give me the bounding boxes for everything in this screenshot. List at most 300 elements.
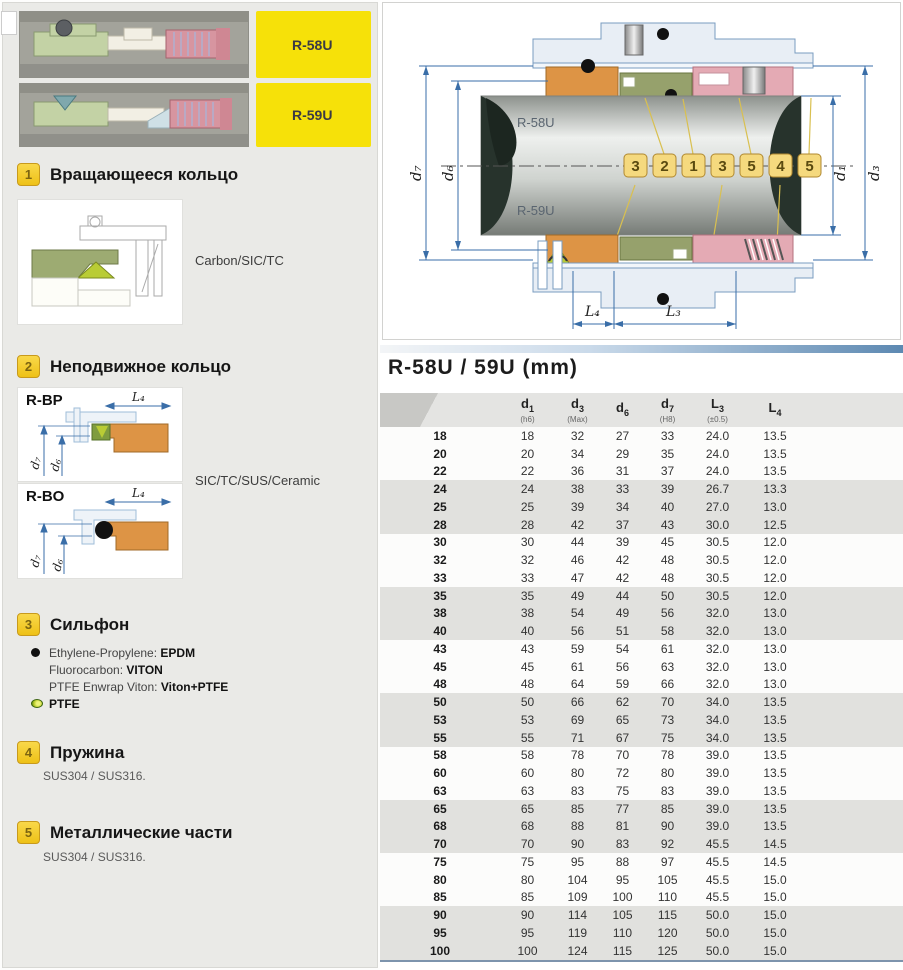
value-cell: 13.0: [763, 606, 787, 621]
size-cell: 32: [433, 553, 447, 568]
value-cell: 124: [567, 943, 588, 958]
value-cell: 14.5: [763, 837, 787, 852]
callout-4: 4: [776, 158, 785, 175]
column-header: $d_3$ (Max): [567, 395, 588, 425]
value-cell: 15.0: [763, 943, 787, 958]
value-cell: 39.0: [705, 783, 730, 798]
section4-title: Пружина: [50, 742, 125, 762]
table-row: [380, 605, 903, 623]
value-cell: 24.0: [705, 464, 730, 479]
value-cell: 34.0: [705, 695, 730, 710]
value-cell: 45.5: [705, 890, 730, 905]
rotating-ring-svg: [18, 200, 182, 324]
size-cell: 70: [433, 837, 447, 852]
value-cell: 75: [615, 783, 630, 798]
column-header: $d_1$ (h6): [520, 395, 535, 425]
table-row: [380, 516, 903, 534]
section5-header: [17, 821, 232, 844]
value-cell: 13.5: [763, 428, 787, 443]
metal-parts-material: SUS304 / SUS316.: [43, 850, 146, 864]
callout-2: 2: [660, 158, 669, 175]
value-cell: 85: [520, 890, 535, 905]
value-cell: 13.5: [763, 801, 787, 816]
section1-header: [17, 163, 238, 186]
value-cell: 88: [570, 819, 585, 834]
value-cell: 36: [570, 464, 585, 479]
size-cell: 85: [433, 890, 447, 905]
variant-label-rbp: R-BP: [26, 392, 63, 409]
size-cell: 55: [433, 730, 447, 745]
value-cell: 39.0: [705, 801, 730, 816]
table-row: [380, 889, 903, 907]
value-cell: 13.5: [763, 695, 787, 710]
table-row: [380, 800, 903, 818]
value-cell: 71: [570, 730, 585, 745]
value-cell: 92: [660, 837, 675, 852]
size-cell: 25: [433, 499, 447, 514]
value-cell: 95: [615, 872, 630, 887]
value-cell: 12.0: [763, 588, 787, 603]
rbp-d7-label: d₇: [27, 455, 45, 471]
value-cell: 13.3: [763, 482, 787, 497]
dim-d7-label: d₇: [407, 165, 425, 181]
value-cell: 115: [657, 908, 678, 923]
value-cell: 50: [660, 588, 675, 603]
size-cell: 28: [433, 517, 447, 532]
value-cell: 12.5: [763, 517, 787, 532]
value-cell: 37: [660, 464, 675, 479]
value-cell: 95: [570, 854, 585, 869]
rbp-d6-label: d₆: [47, 457, 65, 473]
value-cell: 51: [615, 624, 630, 639]
value-cell: 48: [660, 553, 675, 568]
table-row: [380, 835, 903, 853]
value-cell: 78: [570, 748, 585, 763]
section2-number-badge: 2: [17, 355, 40, 378]
table-row: [380, 782, 903, 800]
bellows-material-list: [31, 644, 361, 712]
value-cell: 30.5: [705, 535, 730, 550]
value-cell: 15.0: [763, 890, 787, 905]
value-cell: 62: [615, 695, 630, 710]
value-cell: 54: [615, 641, 630, 656]
size-cell: 68: [433, 819, 447, 834]
value-cell: 97: [660, 854, 675, 869]
value-cell: 13.0: [763, 624, 787, 639]
value-cell: 34.0: [705, 712, 730, 727]
dim-table-header: [380, 393, 903, 427]
bellows-material-line: [31, 695, 361, 712]
seal-photo-r58u: [19, 11, 249, 78]
value-cell: 119: [567, 925, 588, 940]
value-cell: 12.0: [763, 553, 787, 568]
value-cell: 26.7: [705, 482, 730, 497]
value-cell: 90: [660, 819, 675, 834]
diagram-model-top: R-58U: [517, 115, 555, 130]
value-cell: 50.0: [705, 943, 730, 958]
rotating-ring-drawing: [17, 199, 183, 325]
value-cell: 70: [520, 837, 535, 852]
callout-3a: 3: [631, 158, 640, 175]
value-cell: 43: [660, 517, 675, 532]
value-cell: 13.5: [763, 730, 787, 745]
value-cell: 50.0: [705, 925, 730, 940]
value-cell: 24.0: [705, 428, 730, 443]
section3-number-badge: 3: [17, 613, 40, 636]
value-cell: 37: [615, 517, 630, 532]
stationary-ring-material: SIC/TC/SUS/Ceramic: [195, 473, 320, 488]
value-cell: 59: [615, 677, 630, 692]
value-cell: 83: [570, 783, 585, 798]
value-cell: 13.5: [763, 464, 787, 479]
stationary-ring-rbp-drawing: [17, 387, 183, 482]
table-row: [380, 569, 903, 587]
table-row: [380, 764, 903, 782]
value-cell: 39.0: [705, 748, 730, 763]
black-dot-icon: [31, 648, 49, 657]
value-cell: 42: [615, 553, 630, 568]
size-cell: 24: [433, 482, 447, 497]
size-cell: 43: [433, 641, 447, 656]
size-cell: 30: [433, 535, 447, 550]
section1-title: Вращающееся кольцо: [50, 164, 239, 184]
value-cell: 45: [520, 659, 535, 674]
table-row: [380, 676, 903, 694]
value-cell: 56: [660, 606, 675, 621]
value-cell: 56: [615, 659, 630, 674]
value-cell: 110: [612, 925, 633, 940]
value-cell: 40: [660, 499, 675, 514]
bellows-material-text: Ethylene-Propylene: EPDM: [49, 645, 196, 660]
value-cell: 32.0: [705, 606, 730, 621]
value-cell: 100: [517, 943, 538, 958]
value-cell: 90: [570, 837, 585, 852]
value-cell: 29: [615, 446, 630, 461]
section4-number-badge: 4: [17, 741, 40, 764]
value-cell: 30.0: [705, 517, 730, 532]
value-cell: 88: [615, 854, 630, 869]
value-cell: 30: [520, 535, 535, 550]
seal-assembly-svg: [383, 3, 900, 339]
value-cell: 32.0: [705, 677, 730, 692]
variant-label-rbo: R-BO: [26, 488, 65, 505]
value-cell: 28: [520, 517, 535, 532]
size-cell: 60: [433, 766, 447, 781]
dim-l4-label: L₄: [585, 304, 600, 320]
value-cell: 125: [657, 943, 678, 958]
value-cell: 33: [615, 482, 630, 497]
section2-header: [17, 355, 231, 378]
value-cell: 49: [570, 588, 585, 603]
value-cell: 49: [615, 606, 630, 621]
table-row: [380, 747, 903, 765]
table-row: [380, 480, 903, 498]
size-cell: 80: [433, 872, 447, 887]
value-cell: 66: [570, 695, 585, 710]
dim-table-body: [380, 427, 903, 962]
value-cell: 65: [615, 712, 630, 727]
value-cell: 70: [615, 748, 630, 763]
table-row: [380, 942, 903, 960]
value-cell: 85: [660, 801, 675, 816]
value-cell: 53: [520, 712, 535, 727]
value-cell: 54: [570, 606, 585, 621]
value-cell: 67: [615, 730, 630, 745]
bellows-material-text: PTFE Enwrap Viton: Viton+PTFE: [49, 679, 229, 694]
table-row: [380, 711, 903, 729]
value-cell: 45.5: [705, 837, 730, 852]
value-cell: 33: [660, 428, 675, 443]
value-cell: 80: [660, 766, 675, 781]
value-cell: 69: [570, 712, 585, 727]
value-cell: 115: [612, 943, 633, 958]
value-cell: 18: [520, 428, 535, 443]
table-row: [380, 427, 903, 445]
table-row: [380, 551, 903, 569]
value-cell: 13.5: [763, 748, 787, 763]
value-cell: 48: [660, 570, 675, 585]
rbp-l4-label: L₄: [132, 390, 145, 404]
value-cell: 64: [570, 677, 585, 692]
value-cell: 70: [660, 695, 675, 710]
bellows-material-line: [31, 644, 361, 661]
section3-header: [17, 613, 129, 636]
value-cell: 63: [660, 659, 675, 674]
value-cell: 12.0: [763, 535, 787, 550]
value-cell: 27.0: [705, 499, 730, 514]
seal-photo-r58u-drawing: [20, 12, 248, 77]
value-cell: 58: [660, 624, 675, 639]
value-cell: 78: [660, 748, 675, 763]
size-cell: 75: [433, 854, 447, 869]
value-cell: 33: [520, 570, 535, 585]
value-cell: 39: [615, 535, 630, 550]
table-row: [380, 853, 903, 871]
table-row: [380, 693, 903, 711]
column-header: $L_4$: [768, 399, 782, 419]
value-cell: 32.0: [705, 624, 730, 639]
table-row: [380, 906, 903, 924]
value-cell: 30.5: [705, 570, 730, 585]
value-cell: 114: [567, 908, 588, 923]
size-cell: 20: [433, 446, 447, 461]
section-divider-bar: [380, 345, 903, 353]
section5-number-badge: 5: [17, 821, 40, 844]
callout-3b: 3: [718, 158, 727, 175]
size-cell: 35: [433, 588, 447, 603]
seal-assembly-diagram: [382, 2, 901, 340]
value-cell: 55: [520, 730, 535, 745]
table-row: [380, 818, 903, 836]
value-cell: 40: [520, 624, 535, 639]
size-cell: 50: [433, 695, 447, 710]
value-cell: 38: [520, 606, 535, 621]
bellows-material-text: Fluorocarbon: VITON: [49, 662, 163, 677]
rbo-l4-label: L₄: [132, 486, 145, 500]
value-cell: 15.0: [763, 925, 787, 940]
value-cell: 75: [660, 730, 675, 745]
value-cell: 13.5: [763, 446, 787, 461]
size-cell: 38: [433, 606, 447, 621]
value-cell: 30.5: [705, 588, 730, 603]
value-cell: 32: [520, 553, 535, 568]
value-cell: 39: [570, 499, 585, 514]
table-row: [380, 729, 903, 747]
rbo-d6-label: d₆: [49, 557, 67, 573]
value-cell: 45: [660, 535, 675, 550]
value-cell: 45.5: [705, 872, 730, 887]
size-cell: 48: [433, 677, 447, 692]
value-cell: 32: [570, 428, 585, 443]
value-cell: 61: [660, 641, 675, 656]
value-cell: 20: [520, 446, 535, 461]
section3-title: Сильфон: [50, 614, 130, 634]
value-cell: 42: [570, 517, 585, 532]
value-cell: 13.5: [763, 783, 787, 798]
section2-title: Неподвижное кольцо: [50, 356, 232, 376]
value-cell: 59: [570, 641, 585, 656]
value-cell: 110: [657, 890, 678, 905]
seal-photo-r59u: [19, 83, 249, 147]
value-cell: 42: [615, 570, 630, 585]
callout-5a: 5: [747, 158, 756, 175]
value-cell: 32.0: [705, 659, 730, 674]
value-cell: 39.0: [705, 819, 730, 834]
value-cell: 15.0: [763, 908, 787, 923]
value-cell: 105: [657, 872, 678, 887]
rotating-ring-material: Carbon/SIC/TC: [195, 253, 284, 268]
value-cell: 48: [520, 677, 535, 692]
value-cell: 50: [520, 695, 535, 710]
table-title: R-58U / 59U (mm): [388, 356, 578, 379]
value-cell: 39: [660, 482, 675, 497]
section4-header: [17, 741, 124, 764]
value-cell: 25: [520, 499, 535, 514]
table-row: [380, 622, 903, 640]
section1-number-badge: 1: [17, 163, 40, 186]
callout-1: 1: [689, 158, 698, 175]
bellows-material-line: [31, 678, 361, 695]
dim-d1-label: d₁: [831, 165, 849, 181]
size-cell: 40: [433, 624, 447, 639]
value-cell: 34.0: [705, 730, 730, 745]
value-cell: 95: [520, 925, 535, 940]
value-cell: 104: [567, 872, 588, 887]
value-cell: 56: [570, 624, 585, 639]
dim-l3-label: L₃: [666, 304, 681, 320]
seal-photo-r59u-drawing: [20, 84, 248, 146]
value-cell: 35: [660, 446, 675, 461]
value-cell: 85: [570, 801, 585, 816]
table-corner-cell: [380, 393, 500, 427]
value-cell: 38: [570, 482, 585, 497]
size-cell: 45: [433, 659, 447, 674]
bellows-material-text: PTFE: [49, 696, 80, 711]
right-panel: [380, 0, 903, 970]
value-cell: 44: [615, 588, 630, 603]
value-cell: 73: [660, 712, 675, 727]
dim-d3-label: d₃: [865, 165, 883, 181]
column-header: $d_7$ (H8): [659, 395, 676, 425]
value-cell: 47: [570, 570, 585, 585]
table-row: [380, 924, 903, 942]
value-cell: 66: [660, 677, 675, 692]
table-row: [380, 498, 903, 516]
value-cell: 44: [570, 535, 585, 550]
value-cell: 46: [570, 553, 585, 568]
value-cell: 22: [520, 464, 535, 479]
size-cell: 90: [433, 908, 447, 923]
spring-material: SUS304 / SUS316.: [43, 769, 146, 783]
ptfe-ring-icon: [31, 699, 49, 708]
value-cell: 61: [570, 659, 585, 674]
product-label-r59u: R-59U: [256, 83, 371, 147]
value-cell: 14.5: [763, 854, 787, 869]
table-row: [380, 658, 903, 676]
value-cell: 35: [520, 588, 535, 603]
value-cell: 13.0: [763, 677, 787, 692]
value-cell: 83: [615, 837, 630, 852]
value-cell: 60: [520, 766, 535, 781]
product-row-r59u: [19, 83, 371, 147]
value-cell: 43: [520, 641, 535, 656]
value-cell: 105: [612, 908, 633, 923]
product-label-r58u: R-58U: [256, 11, 371, 78]
value-cell: 77: [615, 801, 630, 816]
size-cell: 18: [433, 428, 447, 443]
value-cell: 68: [520, 819, 535, 834]
bellows-material-line: [31, 661, 361, 678]
value-cell: 31: [615, 464, 630, 479]
value-cell: 13.5: [763, 712, 787, 727]
value-cell: 63: [520, 783, 535, 798]
size-cell: 95: [433, 925, 447, 940]
dim-d6-label: d₆: [439, 165, 457, 181]
callout-5b: 5: [805, 158, 814, 175]
table-row: [380, 871, 903, 889]
stationary-ring-rbo-drawing: [17, 483, 183, 579]
column-header: $d_6$: [616, 399, 629, 419]
value-cell: 24: [520, 482, 535, 497]
size-cell: 33: [433, 570, 447, 585]
value-cell: 24.0: [705, 446, 730, 461]
value-cell: 15.0: [763, 872, 787, 887]
value-cell: 72: [615, 766, 630, 781]
table-row: [380, 640, 903, 658]
diagram-model-bottom: R-59U: [517, 203, 555, 218]
size-cell: 58: [433, 748, 447, 763]
table-row: [380, 587, 903, 605]
size-cell: 53: [433, 712, 447, 727]
value-cell: 13.0: [763, 499, 787, 514]
table-row: [380, 445, 903, 463]
value-cell: 45.5: [705, 854, 730, 869]
size-cell: 65: [433, 801, 447, 816]
value-cell: 39.0: [705, 766, 730, 781]
value-cell: 30.5: [705, 553, 730, 568]
value-cell: 50.0: [705, 908, 730, 923]
rbo-d7-label: d₇: [27, 553, 45, 569]
value-cell: 75: [520, 854, 535, 869]
value-cell: 12.0: [763, 570, 787, 585]
value-cell: 13.5: [763, 766, 787, 781]
value-cell: 81: [615, 819, 630, 834]
callout-group: [624, 154, 821, 177]
value-cell: 34: [615, 499, 630, 514]
column-header: $L_3$ (±0.5): [707, 395, 728, 425]
value-cell: 80: [520, 872, 535, 887]
value-cell: 100: [612, 890, 633, 905]
